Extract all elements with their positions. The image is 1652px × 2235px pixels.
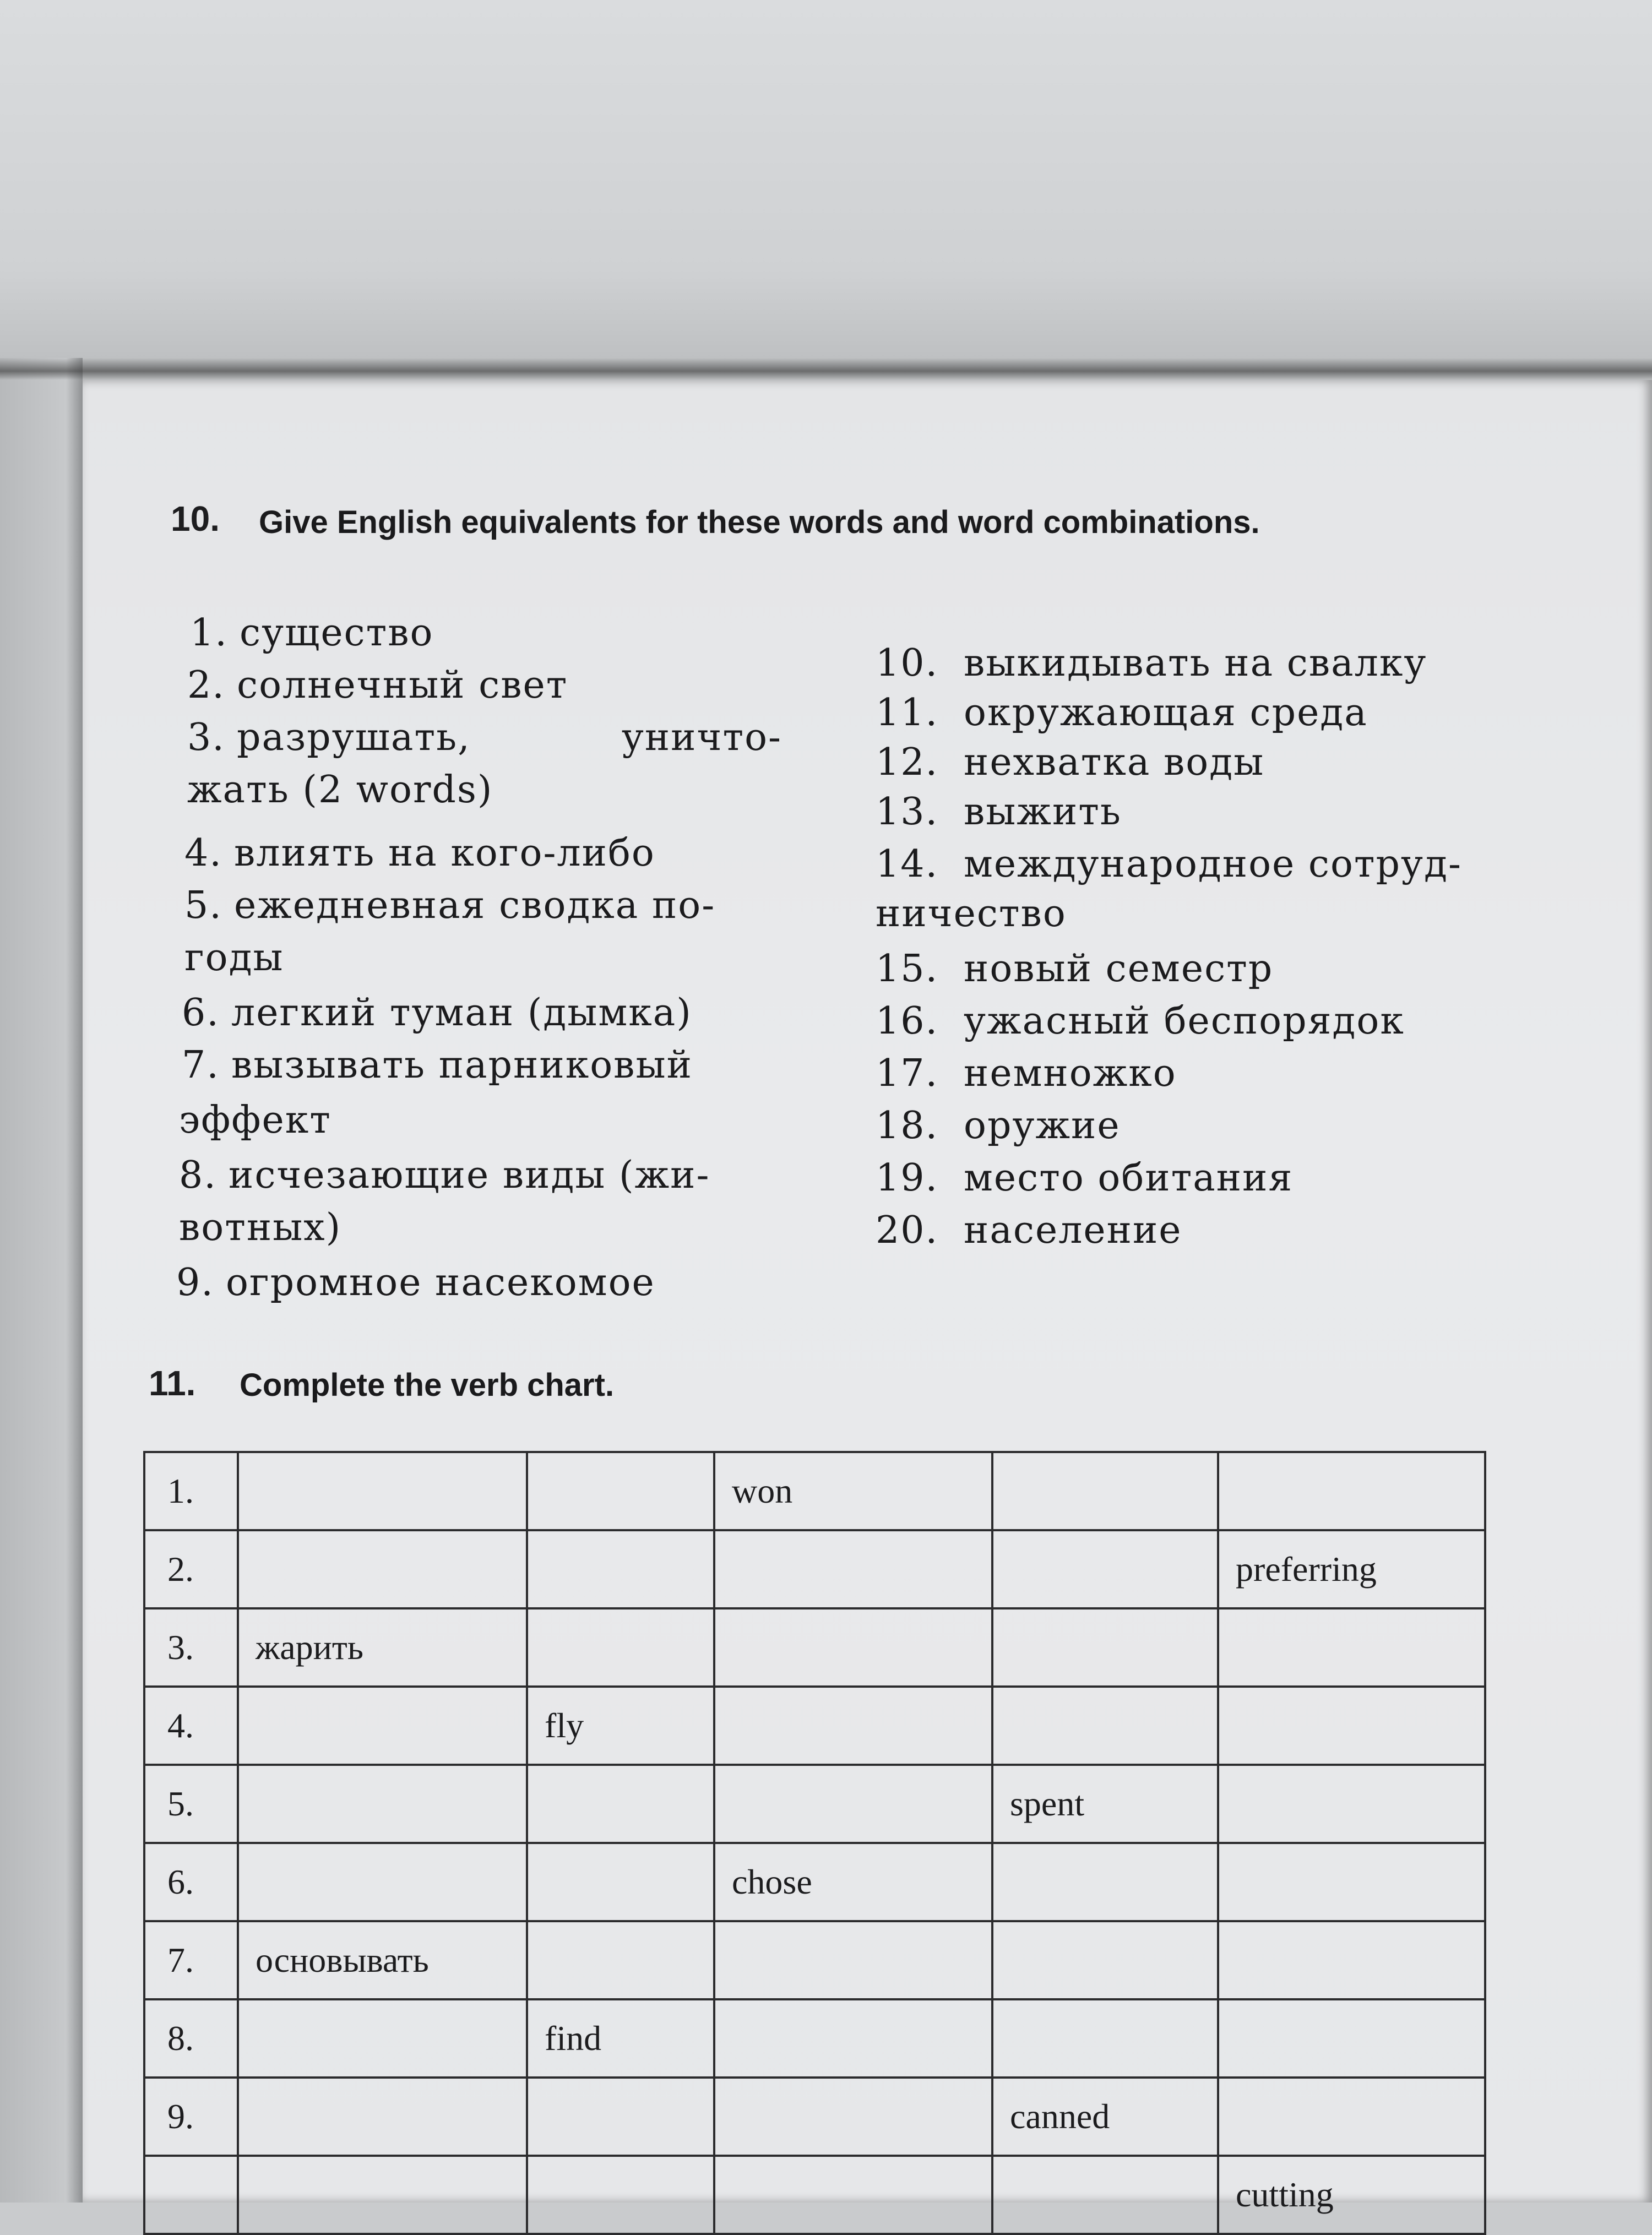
list-item: 14. международное сотруд- [876, 842, 1462, 886]
row-number [144, 2156, 238, 2234]
row-number: 9. [144, 2078, 238, 2156]
chart-cell[interactable] [1218, 1608, 1485, 1687]
table-row [144, 1999, 1485, 2078]
chart-cell[interactable] [714, 1530, 992, 1608]
facing-page [0, 0, 1652, 385]
chart-cell: жарить [238, 1608, 527, 1687]
chart-cell[interactable] [238, 1999, 527, 2078]
list-item: 16. ужасный беспорядок [876, 999, 1405, 1043]
chart-cell[interactable] [238, 2078, 527, 2156]
chart-cell[interactable] [238, 1452, 527, 1530]
chart-cell[interactable] [1218, 1452, 1485, 1530]
chart-cell[interactable] [714, 1921, 992, 1999]
list-item-continuation: ничество [876, 892, 1067, 936]
table-row [144, 1843, 1485, 1921]
row-number: 5. [144, 1765, 238, 1843]
left-page-edge [0, 358, 83, 2203]
list-item: 6. легкий туман (дымка) [182, 991, 692, 1035]
chart-cell[interactable] [1218, 1999, 1485, 2078]
list-item-continuation: жать (2 words) [187, 768, 493, 812]
row-number: 2. [144, 1530, 238, 1608]
list-item: 3. разрушать, уничто- [187, 716, 782, 759]
chart-cell[interactable] [1218, 1921, 1485, 1999]
table-row [144, 1687, 1485, 1765]
chart-cell: find [527, 1999, 714, 2078]
chart-cell[interactable] [527, 1843, 714, 1921]
chart-cell[interactable] [1218, 1687, 1485, 1765]
chart-cell[interactable] [714, 2156, 992, 2234]
row-number: 7. [144, 1921, 238, 1999]
chart-cell[interactable] [992, 1843, 1218, 1921]
list-item: 2. солнечный свет [187, 664, 568, 707]
chart-cell[interactable] [992, 1452, 1218, 1530]
chart-cell[interactable] [527, 1765, 714, 1843]
exercise-11-number: 11. [149, 1363, 196, 1403]
table-row [144, 1530, 1485, 1608]
exercise-10-instruction: Give English equivalents for these words and word combinations. [259, 504, 1260, 540]
chart-cell[interactable] [992, 1687, 1218, 1765]
exercise-10-number: 10. [171, 499, 220, 539]
chart-cell: chose [714, 1843, 992, 1921]
list-item: 7. вызывать парниковый [182, 1043, 693, 1087]
chart-cell[interactable] [992, 1921, 1218, 1999]
chart-cell[interactable] [1218, 1843, 1485, 1921]
list-item: 13. выжить [876, 790, 1122, 834]
chart-cell: canned [992, 2078, 1218, 2156]
chart-cell: cutting [1218, 2156, 1485, 2234]
list-item: 20. население [876, 1209, 1182, 1252]
list-item: 1. существо [190, 611, 434, 655]
list-item-continuation: годы [184, 936, 284, 980]
table-row [144, 2156, 1485, 2234]
chart-cell: won [714, 1452, 992, 1530]
table-row [144, 2078, 1485, 2156]
verb-chart [143, 1451, 1486, 2235]
chart-cell[interactable] [238, 1843, 527, 1921]
chart-cell[interactable] [527, 2078, 714, 2156]
list-item: 11. окружающая среда [876, 691, 1368, 735]
list-item: 5. ежедневная сводка по- [184, 884, 716, 927]
exercise-11-instruction: Complete the verb chart. [240, 1367, 615, 1403]
list-item: 15. новый семестр [876, 947, 1274, 991]
chart-cell[interactable] [714, 1608, 992, 1687]
chart-cell[interactable] [992, 2156, 1218, 2234]
page-shadow [0, 358, 1652, 380]
list-item-continuation: эффект [179, 1099, 332, 1142]
row-number: 6. [144, 1843, 238, 1921]
chart-cell[interactable] [238, 1530, 527, 1608]
list-item: 8. исчезающие виды (жи- [179, 1154, 710, 1197]
chart-cell[interactable] [527, 1530, 714, 1608]
chart-cell[interactable] [1218, 2078, 1485, 2156]
chart-cell[interactable] [527, 2156, 714, 2234]
table-row [144, 1452, 1485, 1530]
chart-cell: основывать [238, 1921, 527, 1999]
chart-cell[interactable] [714, 2078, 992, 2156]
list-item: 18. оружие [876, 1104, 1121, 1148]
chart-cell[interactable] [1218, 1765, 1485, 1843]
chart-cell[interactable] [238, 1687, 527, 1765]
list-item: 10. выкидывать на свалку [876, 641, 1427, 685]
chart-cell[interactable] [714, 1765, 992, 1843]
chart-cell: spent [992, 1765, 1218, 1843]
list-item: 19. место обитания [876, 1156, 1294, 1200]
chart-cell: preferring [1218, 1530, 1485, 1608]
list-item: 4. влиять на кого-либо [184, 831, 655, 875]
chart-cell[interactable] [527, 1608, 714, 1687]
chart-cell[interactable] [238, 1765, 527, 1843]
table-row [144, 1921, 1485, 1999]
chart-cell[interactable] [527, 1452, 714, 1530]
row-number: 8. [144, 1999, 238, 2078]
table-row [144, 1608, 1485, 1687]
chart-cell[interactable] [992, 1608, 1218, 1687]
row-number: 4. [144, 1687, 238, 1765]
list-item: 17. немножко [876, 1052, 1177, 1095]
chart-cell[interactable] [992, 1999, 1218, 2078]
chart-cell[interactable] [527, 1921, 714, 1999]
chart-cell[interactable] [714, 1687, 992, 1765]
row-number: 3. [144, 1608, 238, 1687]
table-row [144, 1765, 1485, 1843]
row-number: 1. [144, 1452, 238, 1530]
chart-cell[interactable] [714, 1999, 992, 2078]
chart-cell: fly [527, 1687, 714, 1765]
list-item-continuation: вотных) [179, 1206, 342, 1249]
list-item: 12. нехватка воды [876, 741, 1265, 784]
chart-cell[interactable] [238, 2156, 527, 2234]
list-item: 9. огромное насекомое [176, 1261, 655, 1304]
chart-cell[interactable] [992, 1530, 1218, 1608]
